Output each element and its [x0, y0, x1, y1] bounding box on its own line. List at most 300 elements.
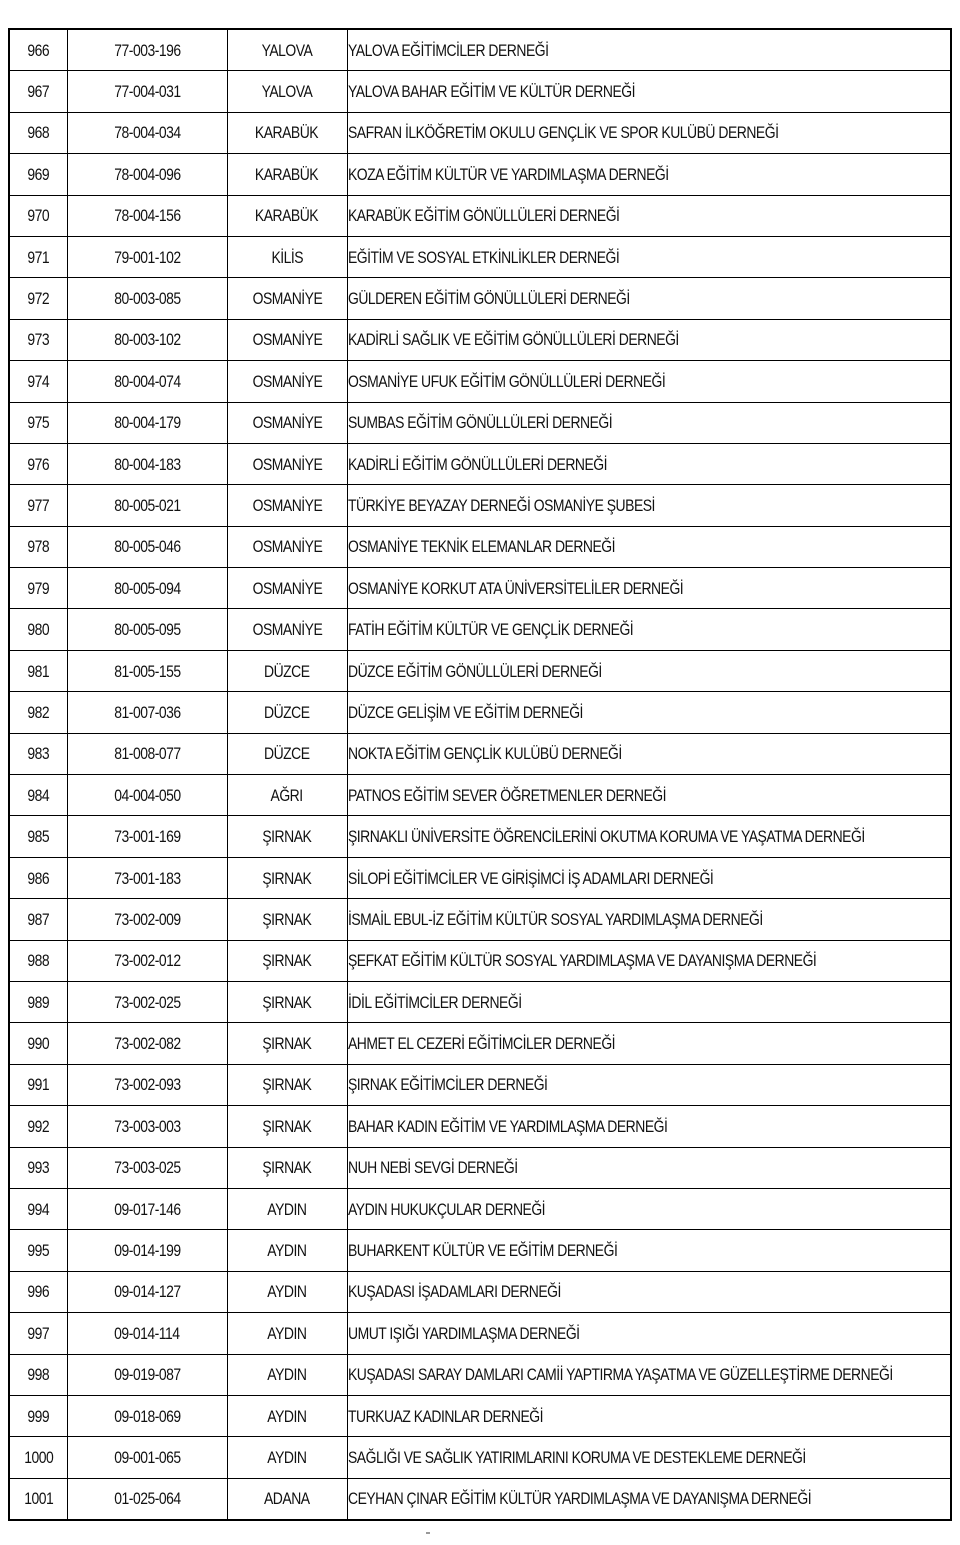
registry-code-cell — [67, 526, 227, 567]
registry-code-cell-text: 09-001-065 — [113, 1447, 181, 1467]
registry-code-cell — [67, 650, 227, 691]
table-row — [9, 1395, 951, 1436]
registry-code-cell — [67, 609, 227, 650]
association-name-cell — [347, 526, 951, 567]
table-row — [9, 236, 951, 277]
registry-code-cell — [67, 1313, 227, 1354]
association-name-cell — [347, 1230, 951, 1271]
table-row — [9, 1147, 951, 1188]
registry-code-cell — [67, 940, 227, 981]
association-name-cell — [347, 1271, 951, 1312]
row-number-cell — [9, 1106, 67, 1147]
row-number-cell — [9, 899, 67, 940]
city-cell-text: KARABÜK — [255, 206, 319, 226]
row-number-cell-text: 991 — [27, 1075, 50, 1095]
city-cell — [227, 195, 347, 236]
row-number-cell — [9, 443, 67, 484]
association-name-cell — [347, 1064, 951, 1105]
row-number-cell-text: 996 — [27, 1282, 50, 1302]
row-number-cell-text: 985 — [27, 827, 50, 847]
table-row — [9, 1271, 951, 1312]
association-table — [8, 28, 952, 1521]
city-cell-text: AYDIN — [267, 1199, 307, 1219]
association-name-cell — [347, 816, 951, 857]
row-number-cell-text: 1001 — [23, 1489, 53, 1509]
association-name-cell — [347, 361, 951, 402]
registry-code-cell — [67, 402, 227, 443]
association-name-cell — [347, 1313, 951, 1354]
association-name-cell — [347, 402, 951, 443]
registry-code-cell-text: 73-003-003 — [113, 1116, 181, 1136]
row-number-cell-text: 976 — [27, 454, 50, 474]
registry-code-cell — [67, 899, 227, 940]
association-name-cell — [347, 733, 951, 774]
association-name-cell-text: OSMANİYE KORKUT ATA ÜNİVERSİTELİLER DERNEĞİ — [347, 578, 683, 598]
city-cell-text: DÜZCE — [264, 661, 310, 681]
city-cell — [227, 1106, 347, 1147]
association-name-cell-text: YALOVA EĞİTİMCİLER DERNEĞİ — [347, 40, 548, 60]
city-cell-text: AYDIN — [267, 1241, 307, 1261]
registry-code-cell — [67, 29, 227, 71]
association-name-cell-text: CEYHAN ÇINAR EĞİTİM KÜLTÜR YARDIMLAŞMA VE DAYANIŞMA DERNEĞİ — [347, 1489, 811, 1509]
table-row — [9, 816, 951, 857]
row-number-cell-text: 993 — [27, 1158, 50, 1178]
registry-code-cell-text: 73-001-169 — [113, 827, 181, 847]
registry-code-cell-text: 80-004-074 — [113, 371, 181, 391]
association-name-cell-text: İSMAİL EBUL-İZ EĞİTİM KÜLTÜR SOSYAL YARDIMLAŞMA DERNEĞİ — [347, 909, 763, 929]
city-cell-text: AYDIN — [267, 1282, 307, 1302]
table-row — [9, 609, 951, 650]
city-cell — [227, 361, 347, 402]
row-number-cell-text: 975 — [27, 413, 50, 433]
registry-code-cell-text: 73-002-082 — [113, 1034, 181, 1054]
association-name-cell — [347, 236, 951, 277]
association-name-cell-text: SAFRAN İLKÖĞRETİM OKULU GENÇLİK VE SPOR KULÜBÜ DERNEĞİ — [347, 123, 778, 143]
row-number-cell — [9, 816, 67, 857]
registry-code-cell — [67, 1106, 227, 1147]
row-number-cell — [9, 402, 67, 443]
association-name-cell-text: EĞİTİM VE SOSYAL ETKİNLİKLER DERNEĞİ — [347, 247, 619, 267]
association-name-cell — [347, 1437, 951, 1478]
registry-code-cell — [67, 278, 227, 319]
registry-code-cell — [67, 1354, 227, 1395]
city-cell — [227, 816, 347, 857]
row-number-cell — [9, 857, 67, 898]
city-cell-text: ŞIRNAK — [262, 1158, 312, 1178]
table-row — [9, 526, 951, 567]
row-number-cell-text: 983 — [27, 744, 50, 764]
registry-code-cell — [67, 236, 227, 277]
association-name-cell-text: KOZA EĞİTİM KÜLTÜR VE YARDIMLAŞMA DERNEĞİ — [347, 164, 669, 184]
registry-code-cell — [67, 1395, 227, 1436]
row-number-cell-text: 988 — [27, 951, 50, 971]
city-cell — [227, 112, 347, 153]
registry-code-cell-text: 80-005-095 — [113, 620, 181, 640]
row-number-cell — [9, 112, 67, 153]
registry-code-cell-text: 78-004-034 — [113, 123, 181, 143]
city-cell-text: ŞIRNAK — [262, 1034, 312, 1054]
scan-speck — [426, 1532, 430, 1534]
city-cell — [227, 692, 347, 733]
city-cell — [227, 1023, 347, 1064]
city-cell — [227, 1064, 347, 1105]
row-number-cell — [9, 775, 67, 816]
association-name-cell-text: ŞEFKAT EĞİTİM KÜLTÜR SOSYAL YARDIMLAŞMA VE DAYANIŞMA DERNEĞİ — [347, 951, 816, 971]
row-number-cell-text: 969 — [27, 164, 50, 184]
row-number-cell — [9, 526, 67, 567]
row-number-cell — [9, 1023, 67, 1064]
table-row — [9, 1188, 951, 1229]
row-number-cell — [9, 319, 67, 360]
row-number-cell-text: 987 — [27, 909, 50, 929]
registry-code-cell-text: 78-004-156 — [113, 206, 181, 226]
table-row — [9, 154, 951, 195]
table-row — [9, 1230, 951, 1271]
row-number-cell-text: 981 — [27, 661, 50, 681]
association-name-cell — [347, 568, 951, 609]
association-name-cell-text: KUŞADASI SARAY DAMLARI CAMİİ YAPTIRMA YAŞATMA VE GÜZELLEŞTİRME DERNEĞİ — [347, 1365, 893, 1385]
association-name-cell — [347, 195, 951, 236]
row-number-cell — [9, 361, 67, 402]
row-number-cell-text: 992 — [27, 1116, 50, 1136]
city-cell-text: YALOVA — [261, 40, 313, 60]
row-number-cell-text: 995 — [27, 1241, 50, 1261]
registry-code-cell-text: 78-004-096 — [113, 164, 181, 184]
association-name-cell — [347, 319, 951, 360]
city-cell-text: ŞIRNAK — [262, 1116, 312, 1136]
registry-code-cell — [67, 1147, 227, 1188]
city-cell-text: AĞRI — [270, 785, 304, 805]
association-name-cell-text: KARABÜK EĞİTİM GÖNÜLLÜLERİ DERNEĞİ — [347, 206, 619, 226]
row-number-cell-text: 968 — [27, 123, 50, 143]
row-number-cell — [9, 1188, 67, 1229]
registry-code-cell — [67, 733, 227, 774]
association-name-cell-text: TURKUAZ KADINLAR DERNEĞİ — [347, 1406, 543, 1426]
city-cell — [227, 1437, 347, 1478]
row-number-cell — [9, 981, 67, 1022]
city-cell-text: ŞIRNAK — [262, 992, 312, 1012]
row-number-cell — [9, 1147, 67, 1188]
table-row — [9, 775, 951, 816]
city-cell — [227, 1271, 347, 1312]
row-number-cell — [9, 1354, 67, 1395]
row-number-cell-text: 999 — [27, 1406, 50, 1426]
row-number-cell-text: 982 — [27, 702, 50, 722]
registry-code-cell-text: 73-001-183 — [113, 868, 181, 888]
registry-code-cell-text: 73-002-025 — [113, 992, 181, 1012]
association-name-cell-text: KADİRLİ EĞİTİM GÖNÜLLÜLERİ DERNEĞİ — [347, 454, 607, 474]
association-name-cell — [347, 1147, 951, 1188]
city-cell — [227, 1313, 347, 1354]
row-number-cell-text: 967 — [27, 82, 50, 102]
city-cell-text: OSMANİYE — [252, 537, 322, 557]
row-number-cell — [9, 1230, 67, 1271]
association-name-cell-text: OSMANİYE TEKNİK ELEMANLAR DERNEĞİ — [347, 537, 615, 557]
association-name-cell-text: KADİRLİ SAĞLIK VE EĞİTİM GÖNÜLLÜLERİ DERNEĞİ — [347, 330, 679, 350]
row-number-cell-text: 986 — [27, 868, 50, 888]
table-row — [9, 981, 951, 1022]
association-name-cell-text: NUH NEBİ SEVGİ DERNEĞİ — [347, 1158, 518, 1178]
table-row — [9, 1106, 951, 1147]
association-name-cell — [347, 1395, 951, 1436]
city-cell-text: ADANA — [264, 1489, 310, 1509]
city-cell — [227, 236, 347, 277]
table-row — [9, 1354, 951, 1395]
row-number-cell-text: 990 — [27, 1034, 50, 1054]
table-row — [9, 857, 951, 898]
row-number-cell-text: 989 — [27, 992, 50, 1012]
city-cell — [227, 1478, 347, 1520]
table-row — [9, 195, 951, 236]
association-name-cell — [347, 1023, 951, 1064]
association-name-cell — [347, 1478, 951, 1520]
row-number-cell-text: 978 — [27, 537, 50, 557]
association-name-cell — [347, 899, 951, 940]
city-cell-text: OSMANİYE — [252, 620, 322, 640]
association-name-cell — [347, 29, 951, 71]
table-row — [9, 112, 951, 153]
association-name-cell — [347, 71, 951, 112]
city-cell — [227, 319, 347, 360]
registry-code-cell-text: 73-002-009 — [113, 909, 181, 929]
registry-code-cell — [67, 71, 227, 112]
row-number-cell-text: 997 — [27, 1323, 50, 1343]
table-row — [9, 361, 951, 402]
row-number-cell — [9, 609, 67, 650]
row-number-cell — [9, 692, 67, 733]
registry-code-cell — [67, 1064, 227, 1105]
registry-code-cell-text: 81-005-155 — [113, 661, 181, 681]
association-name-cell-text: DÜZCE EĞİTİM GÖNÜLLÜLERİ DERNEĞİ — [347, 661, 602, 681]
city-cell-text: OSMANİYE — [252, 371, 322, 391]
registry-code-cell-text: 73-002-012 — [113, 951, 181, 971]
city-cell — [227, 526, 347, 567]
registry-code-cell-text: 01-025-064 — [113, 1489, 181, 1509]
row-number-cell — [9, 733, 67, 774]
city-cell-text: ŞIRNAK — [262, 909, 312, 929]
association-name-cell — [347, 1106, 951, 1147]
city-cell — [227, 1395, 347, 1436]
row-number-cell-text: 966 — [27, 40, 50, 60]
city-cell-text: KARABÜK — [255, 164, 319, 184]
table-row — [9, 733, 951, 774]
row-number-cell-text: 998 — [27, 1365, 50, 1385]
city-cell-text: ŞIRNAK — [262, 951, 312, 971]
registry-code-cell-text: 09-014-127 — [113, 1282, 181, 1302]
city-cell-text: OSMANİYE — [252, 578, 322, 598]
association-name-cell — [347, 485, 951, 526]
row-number-cell-text: 974 — [27, 371, 50, 391]
city-cell-text: ŞIRNAK — [262, 1075, 312, 1095]
city-cell — [227, 857, 347, 898]
city-cell — [227, 981, 347, 1022]
table-row — [9, 1437, 951, 1478]
row-number-cell — [9, 1271, 67, 1312]
row-number-cell — [9, 650, 67, 691]
association-name-cell-text: UMUT IŞIĞI YARDIMLAŞMA DERNEĞİ — [347, 1323, 580, 1343]
registry-code-cell — [67, 154, 227, 195]
registry-code-cell-text: 80-005-094 — [113, 578, 181, 598]
registry-code-cell — [67, 1230, 227, 1271]
city-cell — [227, 568, 347, 609]
registry-code-cell-text: 80-004-183 — [113, 454, 181, 474]
city-cell — [227, 154, 347, 195]
table-row — [9, 1023, 951, 1064]
row-number-cell — [9, 485, 67, 526]
registry-code-cell-text: 81-008-077 — [113, 744, 181, 764]
city-cell — [227, 71, 347, 112]
row-number-cell — [9, 154, 67, 195]
association-name-cell-text: KUŞADASI İŞADAMLARI DERNEĞİ — [347, 1282, 561, 1302]
row-number-cell-text: 972 — [27, 289, 50, 309]
table-row — [9, 485, 951, 526]
row-number-cell-text: 973 — [27, 330, 50, 350]
table-row — [9, 319, 951, 360]
row-number-cell-text: 994 — [27, 1199, 50, 1219]
row-number-cell-text: 1000 — [23, 1447, 53, 1467]
city-cell-text: KARABÜK — [255, 123, 319, 143]
association-name-cell-text: İDİL EĞİTİMCİLER DERNEĞİ — [347, 992, 522, 1012]
registry-code-cell-text: 79-001-102 — [113, 247, 181, 267]
city-cell — [227, 443, 347, 484]
registry-code-cell-text: 81-007-036 — [113, 702, 181, 722]
city-cell-text: OSMANİYE — [252, 495, 322, 515]
city-cell — [227, 278, 347, 319]
row-number-cell — [9, 1395, 67, 1436]
registry-code-cell — [67, 857, 227, 898]
city-cell-text: DÜZCE — [264, 744, 310, 764]
association-name-cell-text: AYDIN HUKUKÇULAR DERNEĞİ — [347, 1199, 545, 1219]
association-name-cell — [347, 112, 951, 153]
table-row — [9, 443, 951, 484]
association-name-cell — [347, 775, 951, 816]
association-name-cell — [347, 278, 951, 319]
row-number-cell-text: 980 — [27, 620, 50, 640]
registry-code-cell-text: 73-002-093 — [113, 1075, 181, 1095]
city-cell-text: KİLİS — [271, 247, 303, 267]
registry-code-cell — [67, 443, 227, 484]
row-number-cell-text: 979 — [27, 578, 50, 598]
table-row — [9, 278, 951, 319]
city-cell-text: DÜZCE — [264, 702, 310, 722]
registry-code-cell-text: 04-004-050 — [113, 785, 181, 805]
city-cell-text: OSMANİYE — [252, 289, 322, 309]
city-cell — [227, 733, 347, 774]
registry-code-cell-text: 09-014-199 — [113, 1241, 181, 1261]
row-number-cell — [9, 278, 67, 319]
city-cell-text: ŞIRNAK — [262, 827, 312, 847]
registry-code-cell — [67, 1188, 227, 1229]
association-name-cell — [347, 1188, 951, 1229]
association-name-cell — [347, 154, 951, 195]
row-number-cell — [9, 568, 67, 609]
city-cell-text: AYDIN — [267, 1365, 307, 1385]
row-number-cell-text: 970 — [27, 206, 50, 226]
registry-code-cell — [67, 1437, 227, 1478]
table-row — [9, 650, 951, 691]
association-name-cell-text: SUMBAS EĞİTİM GÖNÜLLÜLERİ DERNEĞİ — [347, 413, 612, 433]
association-name-cell — [347, 609, 951, 650]
registry-code-cell-text: 73-003-025 — [113, 1158, 181, 1178]
association-name-cell-text: FATİH EĞİTİM KÜLTÜR VE GENÇLİK DERNEĞİ — [347, 620, 633, 640]
row-number-cell — [9, 236, 67, 277]
table-row — [9, 402, 951, 443]
registry-code-cell — [67, 981, 227, 1022]
association-name-cell-text: ŞIRNAKLI ÜNİVERSİTE ÖĞRENCİLERİNİ OKUTMA KORUMA VE YAŞATMA DERNEĞİ — [347, 827, 865, 847]
association-table-body — [9, 29, 951, 1520]
registry-code-cell — [67, 361, 227, 402]
city-cell-text: OSMANİYE — [252, 330, 322, 350]
association-name-cell — [347, 940, 951, 981]
registry-code-cell — [67, 319, 227, 360]
association-name-cell-text: PATNOS EĞİTİM SEVER ÖĞRETMENLER DERNEĞİ — [347, 785, 666, 805]
association-name-cell-text: DÜZCE GELİŞİM VE EĞİTİM DERNEĞİ — [347, 702, 583, 722]
registry-code-cell-text: 80-003-085 — [113, 289, 181, 309]
association-name-cell-text: TÜRKİYE BEYAZAY DERNEĞİ OSMANİYE ŞUBESİ — [347, 495, 655, 515]
city-cell — [227, 1188, 347, 1229]
city-cell — [227, 940, 347, 981]
city-cell — [227, 1354, 347, 1395]
row-number-cell-text: 984 — [27, 785, 50, 805]
city-cell — [227, 485, 347, 526]
city-cell — [227, 29, 347, 71]
association-name-cell — [347, 650, 951, 691]
registry-code-cell — [67, 568, 227, 609]
association-name-cell — [347, 1354, 951, 1395]
association-name-cell — [347, 443, 951, 484]
registry-code-cell — [67, 1023, 227, 1064]
row-number-cell — [9, 1437, 67, 1478]
association-name-cell-text: NOKTA EĞİTİM GENÇLİK KULÜBÜ DERNEĞİ — [347, 744, 622, 764]
table-row — [9, 899, 951, 940]
registry-code-cell — [67, 1271, 227, 1312]
registry-code-cell — [67, 485, 227, 526]
registry-code-cell-text: 09-018-069 — [113, 1406, 181, 1426]
registry-code-cell — [67, 816, 227, 857]
registry-code-cell-text: 80-004-179 — [113, 413, 181, 433]
association-name-cell-text: OSMANİYE UFUK EĞİTİM GÖNÜLLÜLERİ DERNEĞİ — [347, 371, 665, 391]
table-row — [9, 71, 951, 112]
row-number-cell — [9, 940, 67, 981]
registry-code-cell-text: 09-017-146 — [113, 1199, 181, 1219]
table-row — [9, 692, 951, 733]
city-cell-text: OSMANİYE — [252, 454, 322, 474]
city-cell — [227, 1147, 347, 1188]
city-cell — [227, 1230, 347, 1271]
registry-code-cell-text: 80-003-102 — [113, 330, 181, 350]
table-row — [9, 1064, 951, 1105]
city-cell — [227, 775, 347, 816]
association-name-cell-text: SİLOPİ EĞİTİMCİLER VE GİRİŞİMCİ İŞ ADAMLARI DERNEĞİ — [347, 868, 713, 888]
association-name-cell — [347, 692, 951, 733]
row-number-cell — [9, 1313, 67, 1354]
city-cell — [227, 609, 347, 650]
row-number-cell — [9, 1478, 67, 1520]
registry-code-cell — [67, 1478, 227, 1520]
table-row — [9, 568, 951, 609]
registry-code-cell-text: 80-005-021 — [113, 495, 181, 515]
association-name-cell-text: AHMET EL CEZERİ EĞİTİMCİLER DERNEĞİ — [347, 1034, 615, 1054]
registry-code-cell-text: 77-004-031 — [113, 82, 181, 102]
city-cell — [227, 650, 347, 691]
association-name-cell-text: BAHAR KADIN EĞİTİM VE YARDIMLAŞMA DERNEĞİ — [347, 1116, 667, 1136]
association-name-cell — [347, 857, 951, 898]
table-row — [9, 940, 951, 981]
registry-code-cell — [67, 692, 227, 733]
registry-code-cell-text: 09-019-087 — [113, 1365, 181, 1385]
association-name-cell-text: ŞIRNAK EĞİTİMCİLER DERNEĞİ — [347, 1075, 547, 1095]
table-row — [9, 1478, 951, 1520]
